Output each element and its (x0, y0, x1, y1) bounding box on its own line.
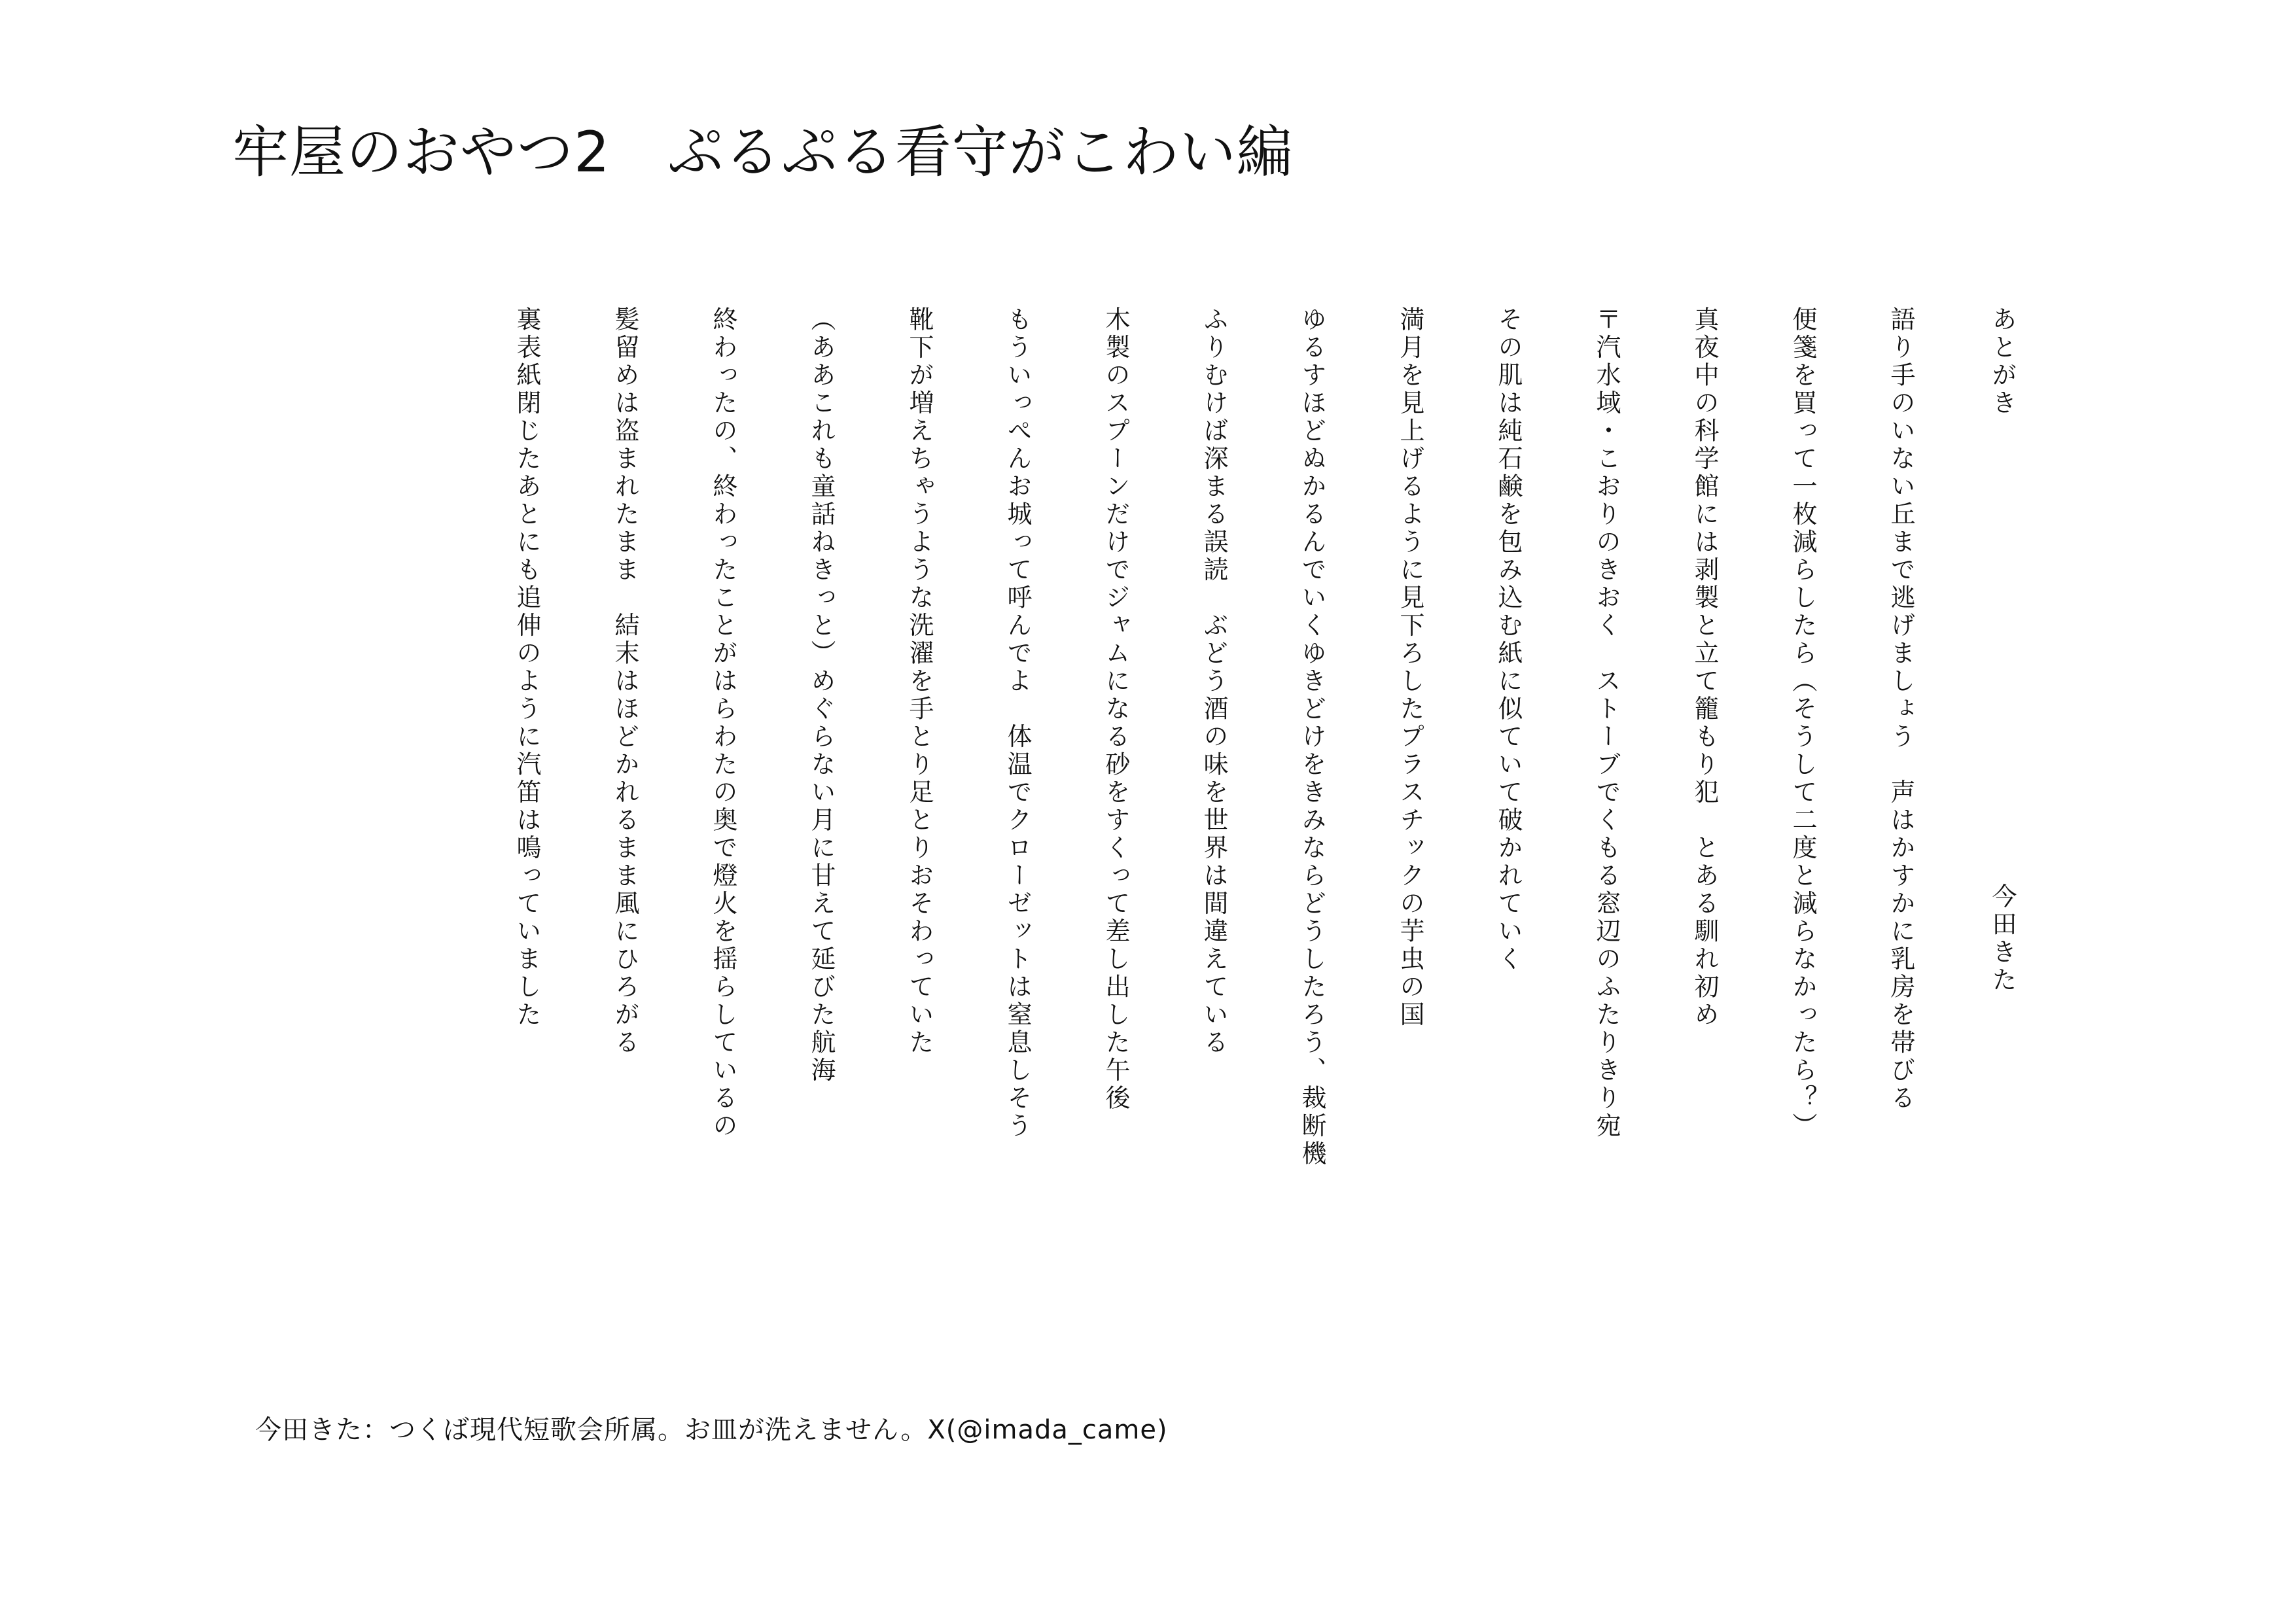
poem-line: ふりむけば深まる誤読 ぶどう酒の味を世界は間違えている (1199, 306, 1228, 1057)
poem-line: その肌は純石鹸を包み込む紙に似ていて破かれていく (1494, 306, 1523, 973)
poem-line: 髪留めは盗まれたまま 結末はほどかれるまま風にひろがる (610, 306, 639, 1057)
poem-line: 満月を見上げるように見下ろしたプラスチックの芋虫の国 (1396, 306, 1424, 1029)
poem-line: もういっぺんお城って呼んでよ 体温でクローゼットは窒息しそう (1003, 306, 1032, 1140)
poem-line: 終わったの、終わったことがはらわたの奥で燈火を揺らしているの (709, 306, 737, 1140)
poem-line: 木製のスプーンだけでジャムになる砂をすくって差し出した午後 (1101, 306, 1130, 1113)
author-bio: 今田きた：つくば現代短歌会所属。お皿が洗えません。X(@imada_came) (255, 1415, 1168, 1445)
author-name: 今田きた (1988, 883, 2017, 994)
afterword-heading: あとがき (1988, 306, 2017, 417)
poem-line: 裏表紙閉じたあとにも追伸のように汽笛は鳴っていました (512, 306, 541, 1029)
poem-line: ゆるすほどぬかるんでいくゆきどけをきみならどうしたろう、裁断機 (1298, 306, 1326, 1168)
poem-line: 真夜中の科学館には剥製と立て籠もり犯 とある馴れ初め (1690, 306, 1719, 1029)
page-title: 牢屋のおやつ2 ぷるぷる看守がこわい編 (232, 120, 1294, 185)
poem-line: 語り手のいない丘まで逃げましょう 声はかすかに乳房を帯びる (1886, 306, 1915, 1113)
poem-line: 〒汽水域・こおりのきおく ストーブでくもる窓辺のふたりきり宛 (1592, 306, 1621, 1140)
poem-line: 靴下が増えちゃうような洗濯を手とり足とりおそわっていた (905, 306, 934, 1057)
poem-line: 便箋を買って一枚減らしたら（そうして二度と減らなかったら？） (1788, 306, 1817, 1140)
poem-line: （ああこれも童話ねきっと）めぐらない月に甘えて延びた航海 (807, 306, 836, 1085)
